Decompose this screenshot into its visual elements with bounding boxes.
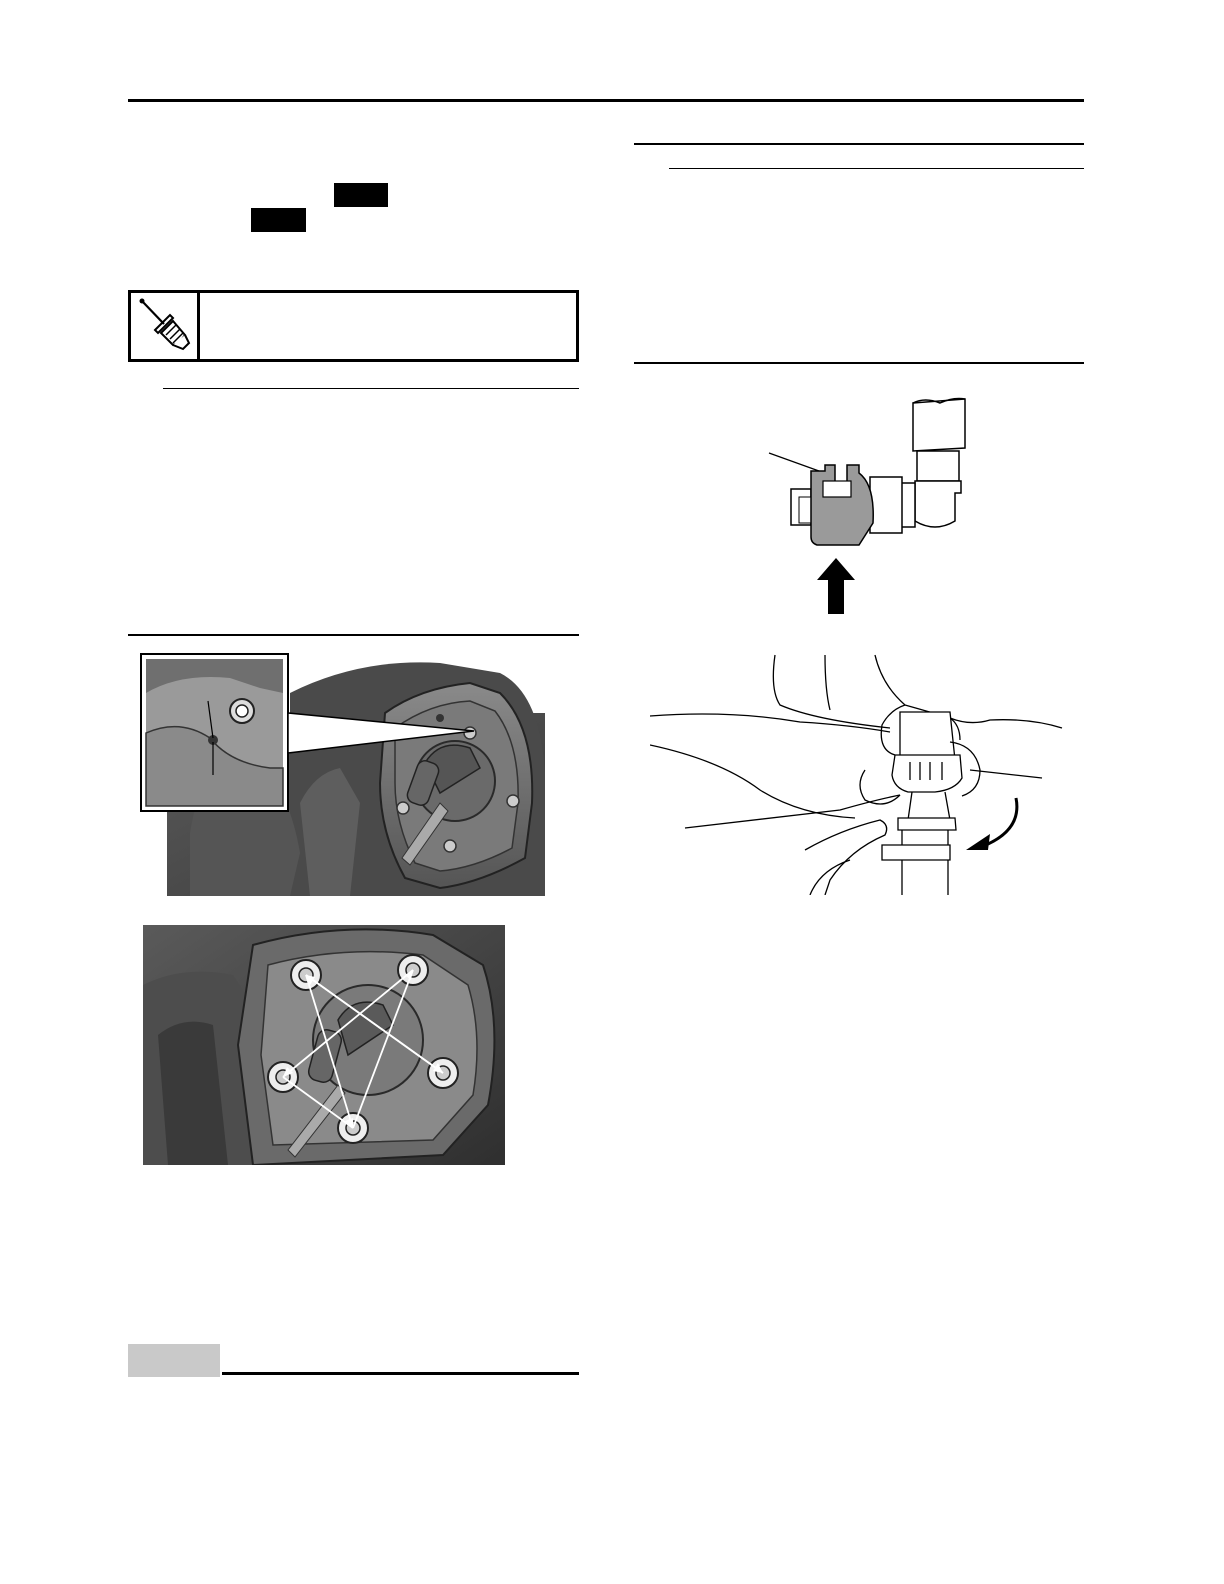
fuel-pump-bolt-pattern-illustration <box>143 925 505 1165</box>
tool-box-divider <box>197 293 200 359</box>
hands-disconnecting-hose-illustration <box>650 650 1070 895</box>
section-rule <box>128 634 579 636</box>
section-tab-badge <box>128 1344 220 1377</box>
right-section-rule-2 <box>634 362 1084 364</box>
header-rule <box>128 99 1084 102</box>
fuel-hose-connector-illustration <box>765 393 975 615</box>
special-tool-box <box>128 290 579 362</box>
new-part-badge <box>334 183 388 207</box>
arrow-up-icon <box>817 558 855 614</box>
fuel-tank-closeup-illustration <box>140 653 545 896</box>
right-note-rule <box>669 168 1084 169</box>
footer-section-rule <box>222 1372 579 1375</box>
right-section-rule <box>634 143 1084 145</box>
screwdriver-icon <box>137 297 193 355</box>
note-rule <box>163 388 579 389</box>
new-part-badge <box>251 208 306 232</box>
curved-arrow-icon <box>958 792 1028 854</box>
